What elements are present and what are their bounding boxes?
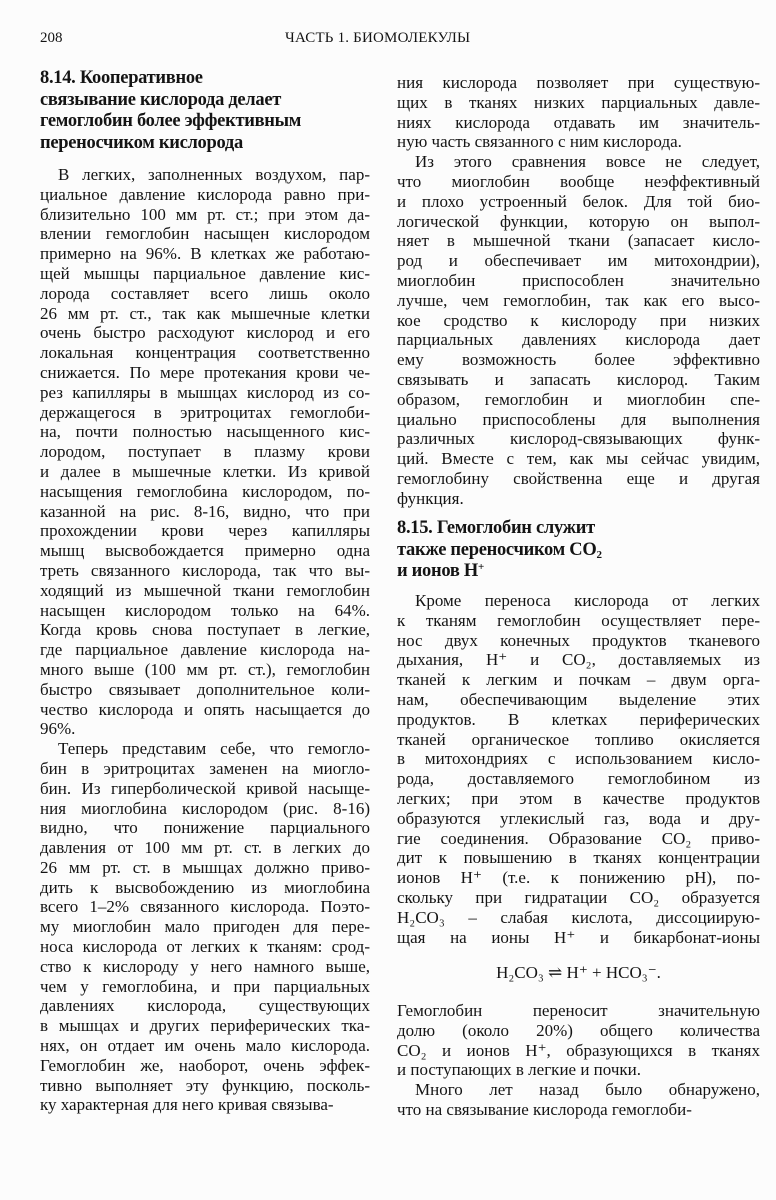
- equation-block: [397, 963, 760, 983]
- text-line: Гемоглобин переносит значительную: [397, 1001, 760, 1020]
- text-line: Гемоглобин же, наоборот, очень эффек-: [40, 1055, 370, 1075]
- text-line: функция.: [397, 488, 464, 508]
- text-line: очень быстро расходуют кислород и его: [40, 323, 370, 343]
- text-line: щая на ионы H⁺ и бикарбонат-ионы: [397, 927, 760, 947]
- page-number: 208: [40, 30, 63, 46]
- subscript: 2: [596, 548, 602, 561]
- text-line: рез капилляры в мышцах кислород из со-: [40, 382, 370, 402]
- text-line: Много лет назад было обнаружено,: [415, 1080, 760, 1100]
- text-line: нос двух конечных продуктов тканевого: [397, 630, 760, 650]
- text-line: долю (около 20%) общего количества: [397, 1020, 760, 1040]
- text-line: в митохондриях с использованием кисло-: [397, 749, 760, 769]
- text-line: гие соединения. Образование CO₂ приво-: [397, 828, 760, 848]
- text-line: CO₂ и ионов H⁺, образующихся в тканях: [397, 1040, 760, 1060]
- text-line: ионов H⁺ (т.е. к понижению pH), по-: [397, 868, 760, 888]
- text-line: близительно 100 мм рт. ст.; при этом да-: [40, 204, 370, 224]
- heading-line: 8.14. Кооперативное: [40, 68, 203, 88]
- text-line: что миоглобин вообще неэффективный: [397, 171, 760, 191]
- text-line: мышц высвобождается примерно одна: [40, 541, 370, 561]
- text-line: му миоглобин мало пригоден для пере-: [40, 917, 370, 937]
- heading-line: [397, 540, 602, 562]
- text-line: кое сродство к кислороду при низких: [397, 310, 760, 330]
- text-line: связывать и запасать кислород. Таким: [397, 369, 760, 389]
- text-line: дить к высвобождению из миоглобина: [40, 877, 370, 897]
- text-line: дыхания, H⁺ и CO₂, доставляемых из: [397, 650, 760, 670]
- right-body-text-top: [397, 73, 760, 509]
- text-line: много выше (100 мм рт. ст.), гемоглобин: [40, 659, 370, 679]
- text-line: давлениях кислорода, существующих: [40, 996, 370, 1016]
- text-line: нам, обеспечивающим выделение этих: [397, 689, 760, 709]
- text-line: и поступающих в легкие и почки.: [397, 1060, 641, 1080]
- text-line: что на связывание кислорода гемоглоби-: [397, 1099, 692, 1119]
- heading-line: 8.15. Гемоглобин служит: [397, 518, 595, 538]
- text-line: в мышцах и других периферических тка-: [40, 1016, 370, 1036]
- text-line: Теперь представим себе, что гемогло-: [58, 739, 370, 759]
- text-line: тканей органическое топливо окисляется: [397, 729, 760, 749]
- heading-line: [397, 561, 602, 583]
- text-line: быстро связывает дополнительное коли-: [40, 679, 370, 699]
- text-line: прохождении крови через капилляры: [40, 521, 370, 541]
- text-line: ций. Вместе с тем, как мы сейчас увидим,: [397, 449, 760, 469]
- text-line: ниях кислорода отдавать им значитель-: [397, 112, 760, 132]
- text-line: бин. Из гиперболической кривой насыще-: [40, 778, 370, 798]
- text-line: циальное давление кислорода равно при-: [40, 184, 370, 204]
- text-line: бин в эритроцитах заменен на миогло-: [40, 758, 370, 778]
- text-line: к тканям гемоглобин осуществляет пере-: [397, 610, 760, 630]
- text-line: всего 1–2% связанного кислорода. Поэто-: [40, 897, 370, 917]
- running-head: ЧАСТЬ 1. БИОМОЛЕКУЛЫ: [285, 30, 471, 46]
- text-line: логической функции, которую он выпол-: [397, 211, 760, 231]
- text-line: ему возможность более эффективно: [397, 350, 760, 370]
- text-line: 96%.: [40, 719, 76, 739]
- text-line: Кроме переноса кислорода от легких: [415, 591, 760, 610]
- text-line: гемоглобину свойственна еще и другая: [397, 468, 760, 488]
- text-line: ходящий из мышечной ткани гемоглобин: [40, 580, 370, 600]
- text-line: лородом, поступает в плазму крови: [40, 442, 370, 462]
- text-line: чество кислорода и опять насыщается до: [40, 699, 370, 719]
- right-body-text-bottom: [397, 1001, 760, 1120]
- text-line: Из этого сравнения вовсе не следует,: [415, 152, 760, 172]
- text-line: продуктов. В клетках периферических: [397, 709, 760, 729]
- text-line: ство к кислороду у него намного выше,: [40, 956, 370, 976]
- text-line: Когда кровь снова поступает в легкие,: [40, 620, 370, 640]
- text-line: циально приспособлены для выполнения: [397, 409, 760, 429]
- text-line: насыщения гемоглобина кислородом, по-: [40, 481, 370, 501]
- text-line: насыщен кислородом только на 64%.: [40, 600, 370, 620]
- text-line: образом, гемоглобин и миоглобин спе-: [397, 389, 760, 409]
- text-line: 26 мм рт. ст. в мышцах должно приво-: [40, 857, 370, 877]
- text-line: ния миоглобина кислородом (рис. 8-16): [40, 798, 370, 818]
- text-line: и плохо устроенный белок. Для той био-: [397, 191, 760, 211]
- text-line: образуются углекислый газ, вода и дру-: [397, 808, 760, 828]
- text-line: локальная концентрация соответственно: [40, 343, 370, 363]
- heading-text: и ионов H: [397, 561, 478, 581]
- text-line: держащегося в эритроцитах гемоглоби-: [40, 402, 370, 422]
- text-line: В легких, заполненных воздухом, пар-: [58, 165, 370, 184]
- text-line: чем у гемоглобина, и при парциальных: [40, 976, 370, 996]
- text-line: лорода составляет всего лишь около: [40, 283, 370, 303]
- text-line: примерно на 96%. В клетках же работаю-: [40, 244, 370, 264]
- text-line: тканей к легким и почкам – двум орга-: [397, 670, 760, 690]
- text-line: где парциальное давление кислорода на-: [40, 640, 370, 660]
- heading-line: переносчиком кислорода: [40, 132, 243, 153]
- text-line: скольку при гидратации CO₂ образуется: [397, 887, 760, 907]
- text-line: и далее в мышечные клетки. Из кривой: [40, 461, 370, 481]
- text-line: щей мышцы парциальное давление кис-: [40, 263, 370, 283]
- superscript: +: [477, 561, 484, 573]
- text-line: давления от 100 мм рт. ст. в легких до: [40, 838, 370, 858]
- section-heading-8-14: [40, 68, 301, 154]
- text-line: парциальных давлениях кислорода дает: [397, 330, 760, 350]
- text-line: ную часть связанного с ним кислорода.: [397, 132, 682, 152]
- text-line: рода, доставляемого гемоглобином из: [397, 769, 760, 789]
- heading-text: также переносчиком CO: [397, 539, 597, 560]
- section-heading-8-15: [397, 518, 602, 583]
- text-line: тивно выполняет эту функцию, посколь-: [40, 1075, 370, 1095]
- chemical-equation: H₂CO₃ ⇌ H⁺ + HCO₃⁻.: [496, 963, 661, 982]
- text-line: ния кислорода позволяет при существую-: [397, 73, 760, 92]
- text-line: миоглобин приспособлен значительно: [397, 270, 760, 290]
- text-line: род и обеспечивает им митохондрии),: [397, 251, 760, 271]
- text-line: треть связанного кислорода, так что вы-: [40, 560, 370, 580]
- right-body-text-mid: [397, 591, 760, 947]
- text-line: на, почти полностью насыщенного кис-: [40, 422, 370, 442]
- text-line: различных кислород-связывающих функ-: [397, 429, 760, 449]
- heading-line: связывание кислорода делает: [40, 89, 282, 110]
- text-line: няет в мышечной ткани (запасает кисло-: [397, 231, 760, 251]
- text-line: ку характерная для него кривая связыва-: [40, 1095, 334, 1115]
- text-line: видно, что понижение парциального: [40, 818, 370, 838]
- text-line: 26 мм рт. ст., так как мышечные клетки: [40, 303, 370, 323]
- text-line: легких; при этом в качестве продуктов: [397, 788, 760, 808]
- left-body-text: [40, 165, 370, 1115]
- text-line: H₂CO₃ – слабая кислота, диссоциирую-: [397, 907, 760, 927]
- text-line: носа кислорода от легких к тканям: срод-: [40, 937, 370, 957]
- text-line: влении гемоглобин насыщен кислородом: [40, 224, 370, 244]
- text-line: щих в тканях низких парциальных давле-: [397, 92, 760, 112]
- text-line: снижается. По мере протекания крови че-: [40, 362, 370, 382]
- text-line: лучше, чем гемоглобин, так как его высо-: [397, 290, 760, 310]
- text-line: нях, он отдает им очень мало кислорода.: [40, 1036, 370, 1056]
- heading-line: гемоглобин более эффективным: [40, 111, 302, 131]
- text-line: казанной на рис. 8-16, видно, что при: [40, 501, 370, 521]
- text-line: дит к повышению в тканях концентрации: [397, 848, 760, 868]
